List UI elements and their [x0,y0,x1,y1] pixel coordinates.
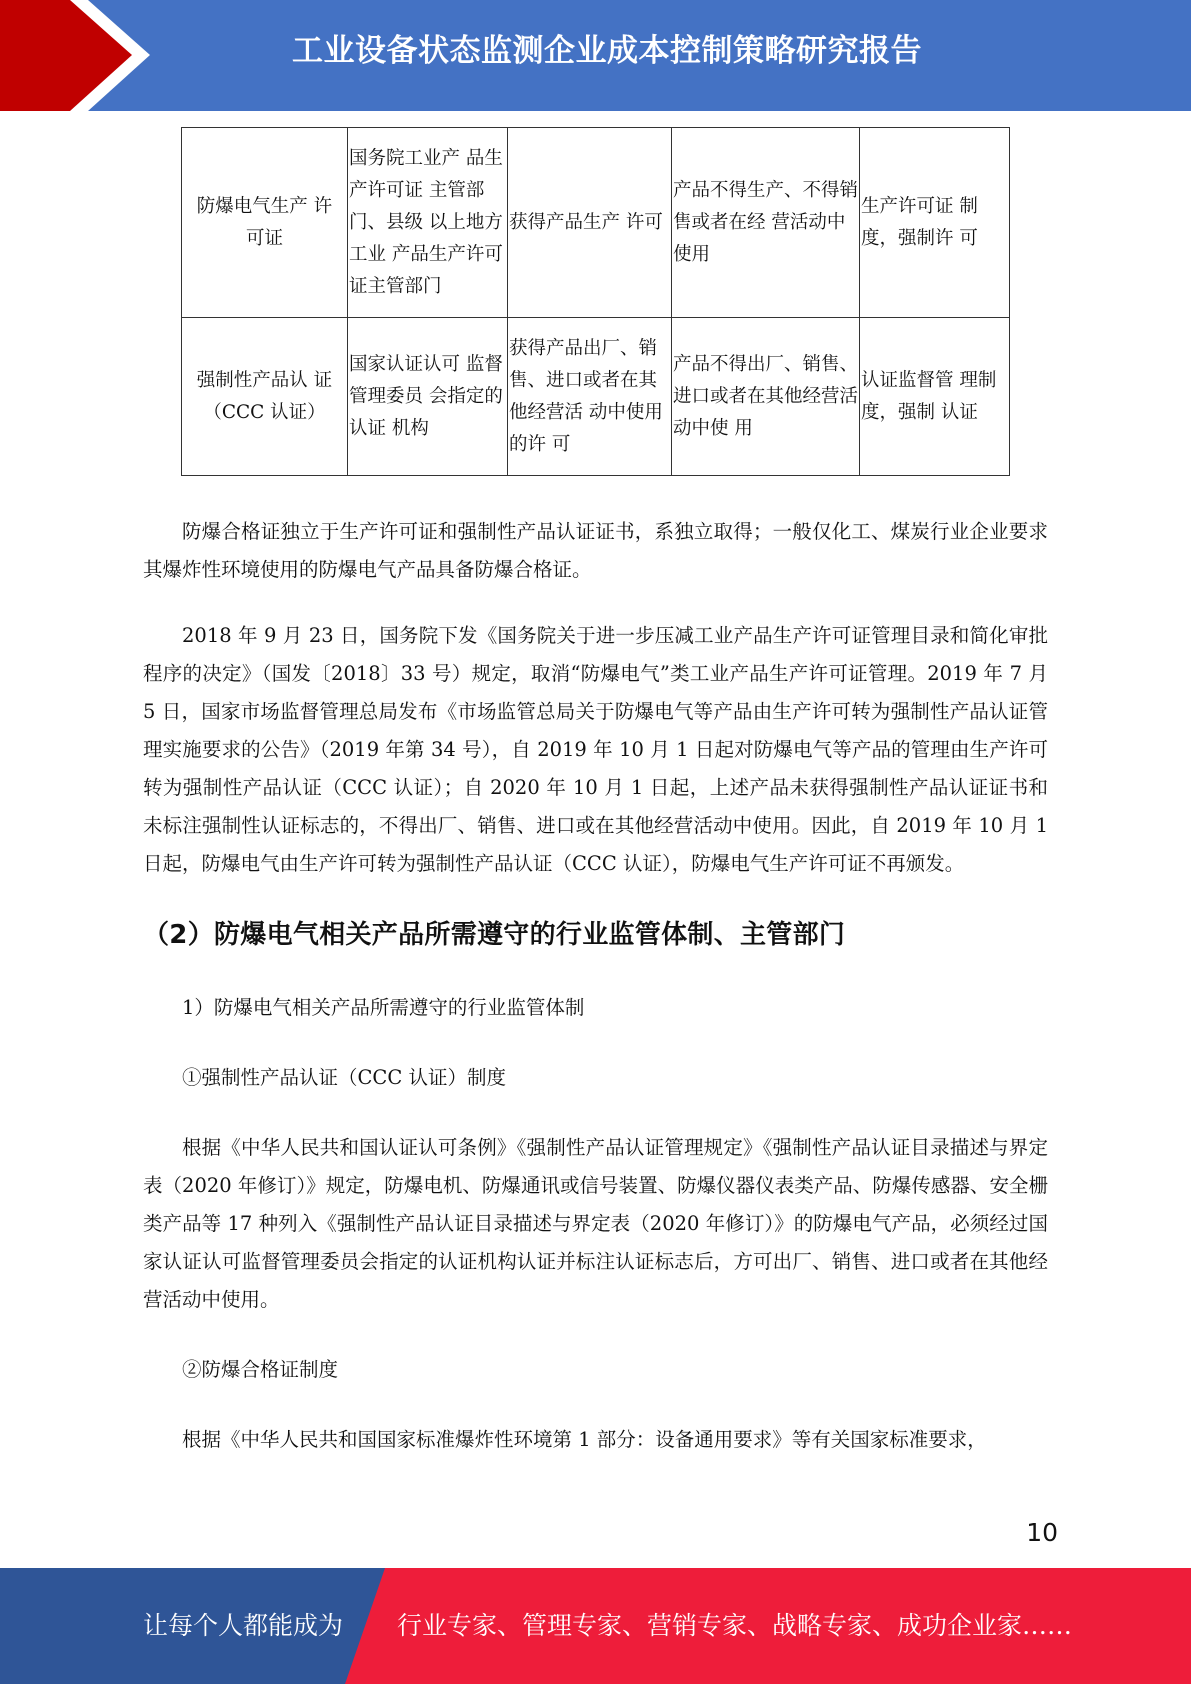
table-cell-obtain: 获得产品出厂、销售、进口或者在其他经营活 动中使用的许 可 [508,318,672,476]
table-cell-nature: 认证监督管 理制度，强制 认证 [860,318,1010,476]
subheading: 1）防爆电气相关产品所需遵守的行业监管体制 [182,996,585,1019]
list-item-heading: ①强制性产品认证（CCC 认证）制度 [182,1066,506,1089]
table-cell-authority: 国务院工业产 品生产许可证 主管部门、县级 以上地方工业 产品生产许可 证主管部门 [348,128,508,318]
paragraph: 根据《中华人民共和国认证认可条例》《强制性产品认证管理规定》《强制性产品认证目录描述与界定表（2020 年修订）》规定，防爆电机、防爆通讯或信号装置、防爆仪器仪表类产品、防爆传感器、安全栅类产品等 17 种列入《强制性产品认证目录描述与界定表（2020 年修订）》的防爆电气产品，必须经过国家认证认可监督管理委员会指定的认证机构认证并标注认证标志后，方可出厂、销售、进口或者在其他经营活动中使用。 [143,1136,1048,1311]
regulation-table [181,127,1010,476]
table-cell-without: 产品不得出厂、销售、进口或者在其他经营活动中使 用 [672,318,860,476]
list-item-heading: ②防爆合格证制度 [182,1358,339,1381]
table-row [182,318,1010,476]
footer-slogan-left: 让每个人都能成为 [143,1611,344,1640]
document-body [143,513,1048,1459]
table-cell-name: 防爆电气生产 许可证 [182,128,348,318]
header-title: 工业设备状态监测企业成本控制策略研究报告 [292,33,922,69]
table-cell-without: 产品不得生产、不得销售或者在经 营活动中使用 [672,128,860,318]
paragraph: 2018 年 9 月 23 日，国务院下发《国务院关于进一步压减工业产品生产许可证管理目录和简化审批程序的决定》（国发〔2018〕33 号）规定，取消“防爆电气”类工业产品生产许可证管理。2019 年 7 月 5 日，国家市场监督管理总局发布《市场监管总局关于防爆电气等产品由生产许可转为强制性产品认证管理实施要求的公告》（2019 年第 34 号），自 2019 年 10 月 1 日起对防爆电气等产品的管理由生产许可转为强制性产品认证（CCC 认证）；自 2020 年 10 月 1 日起，上述产品未获得强制性产品认证证书和未标注强制性认证标志的，不得出厂、销售、进口或在其他经营活动中使用。因此，自 2019 年 10 月 1 日起，防爆电气由生产许可转为强制性产品认证（CCC 认证），防爆电气生产许可证不再颁发。 [143,624,1048,875]
table-cell-obtain: 获得产品生产 许可 [508,128,672,318]
table-cell-authority: 国家认证认可 监督管理委员 会指定的认证 机构 [348,318,508,476]
section-heading: （2）防爆电气相关产品所需遵守的行业监管体制、主管部门 [143,920,846,950]
paragraph: 防爆合格证独立于生产许可证和强制性产品认证证书，系独立取得；一般仅化工、煤炭行业企业要求其爆炸性环境使用的防爆电气产品具备防爆合格证。 [143,520,1048,581]
table-cell-name: 强制性产品认 证（CCC 认证） [182,318,348,476]
page-header [0,0,1191,111]
page-number: 10 [1026,1518,1058,1547]
table-row [182,128,1010,318]
footer-slogan-right: 行业专家、管理专家、营销专家、战略专家、成功企业家…… [397,1611,1073,1640]
paragraph: 根据《中华人民共和国国家标准爆炸性环境第 1 部分：设备通用要求》等有关国家标准要求， [182,1428,987,1451]
chevron-arrow-icon [0,0,160,111]
page-footer [0,1568,1191,1684]
table-cell-nature: 生产许可证 制度，强制许 可 [860,128,1010,318]
